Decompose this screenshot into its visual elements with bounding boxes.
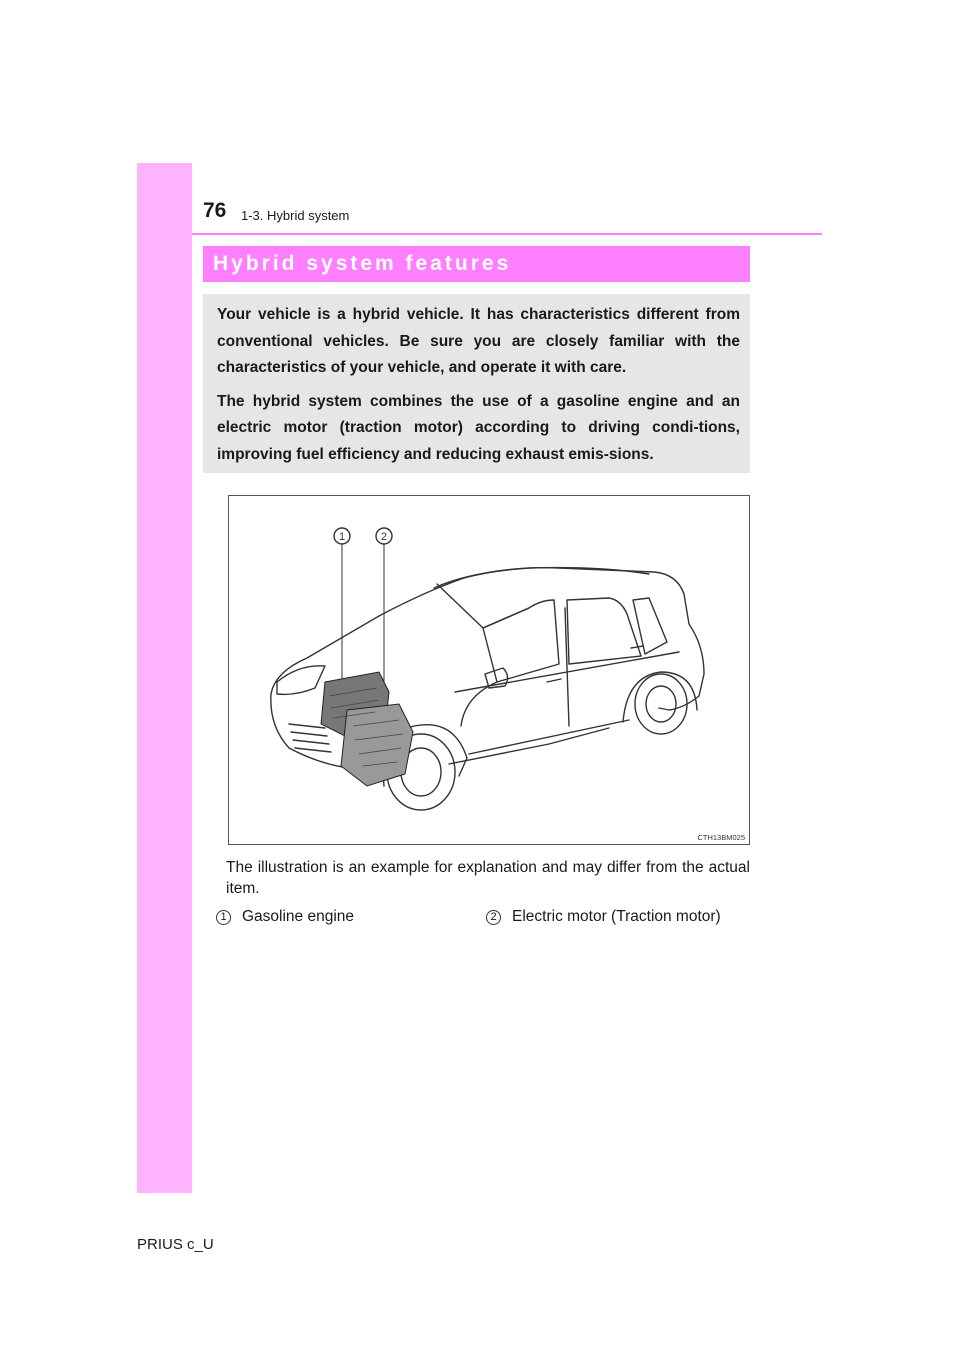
legend-label-1: Gasoline engine	[242, 908, 355, 925]
header-divider	[192, 233, 822, 235]
footer-model-code: PRIUS c_U	[137, 1236, 214, 1253]
callout-2-label: 2	[380, 531, 388, 543]
legend-item-gasoline-engine	[216, 908, 354, 926]
vehicle-illustration	[228, 495, 750, 845]
page-number: 76	[203, 199, 227, 222]
section-label: 1-3. Hybrid system	[241, 208, 350, 223]
legend-label-2: Electric motor (Traction motor)	[512, 908, 721, 925]
figure-caption: The illustration is an example for explanation and may differ from the actual item.	[226, 859, 750, 897]
callout-number-1: 1	[216, 910, 231, 925]
chapter-side-tab	[137, 163, 192, 1193]
intro-box	[203, 294, 750, 473]
intro-paragraph-1: Your vehicle is a hybrid vehicle. It has characteristics different from conventional vehicles. Be sure you are closely familiar with the characteristics of your vehicle, and operate it with care.	[217, 306, 740, 376]
figure-code: CTH13BM025	[697, 833, 745, 842]
car-drawing	[229, 496, 749, 844]
callout-number-2: 2	[486, 910, 501, 925]
intro-paragraph-2: The hybrid system combines the use of a gasoline engine and an electric motor (traction motor) according to driving condi-tions, improving fuel efficiency and reducing exhaust emis-sions.	[217, 392, 740, 463]
section-title: Hybrid system features	[203, 246, 750, 282]
legend-item-electric-motor	[486, 908, 721, 926]
callout-1-label: 1	[338, 531, 346, 543]
